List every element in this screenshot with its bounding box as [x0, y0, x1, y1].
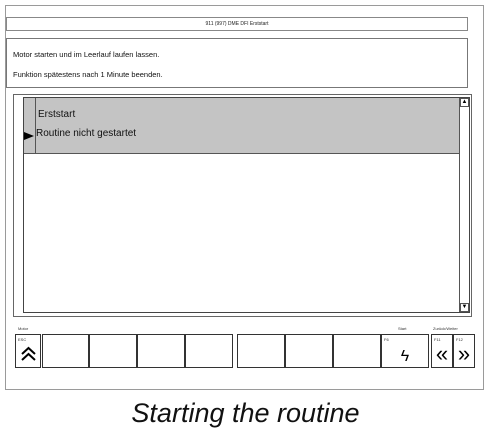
list-area [24, 98, 459, 312]
double-chevron-up-icon [21, 346, 36, 362]
instruction-panel [6, 38, 468, 88]
double-chevron-left-icon: « [435, 341, 449, 366]
lightning-start-icon: ϟ [400, 348, 410, 365]
back-button-key: F11 [434, 337, 441, 342]
function-key-5[interactable] [237, 334, 285, 368]
list-item-status[interactable]: Routine nicht gestartet [36, 128, 137, 139]
group-label-motor: Motor [18, 326, 29, 331]
group-label-start: Start [398, 326, 407, 331]
scroll-up-arrow-icon[interactable]: ▲ [461, 99, 468, 105]
list-panel [13, 94, 472, 317]
next-button-key: F12 [456, 337, 463, 342]
scroll-down-arrow-icon[interactable]: ▼ [461, 304, 468, 310]
back-button[interactable] [431, 334, 453, 368]
up-button[interactable] [15, 334, 41, 368]
selected-list-block[interactable] [24, 98, 459, 154]
start-button-key: F6 [384, 337, 389, 342]
group-label-nav: Zurück/Weiter [433, 326, 458, 331]
window-title: 911 (997) DME DFI Erststart [6, 17, 468, 31]
function-key-7[interactable] [333, 334, 381, 368]
function-key-3[interactable] [137, 334, 185, 368]
list-box [23, 97, 470, 313]
function-key-1[interactable] [42, 334, 89, 368]
double-chevron-right-icon: » [457, 341, 471, 366]
instruction-line-2: Funktion spätestens nach 1 Minute beenden. [13, 70, 163, 79]
selection-pointer-icon [24, 132, 34, 140]
function-key-6[interactable] [285, 334, 333, 368]
figure-caption: Starting the routine [131, 398, 360, 428]
instruction-line-1: Motor starten und im Leerlauf laufen lassen. [13, 50, 160, 59]
list-item-erststart[interactable]: Erststart [38, 109, 76, 120]
list-scrollbar[interactable] [459, 98, 469, 312]
function-key-4[interactable] [185, 334, 233, 368]
start-button[interactable] [381, 334, 429, 368]
up-button-key: ESC [18, 337, 27, 342]
function-key-bar [5, 322, 484, 390]
next-button[interactable] [453, 334, 475, 368]
function-key-2[interactable] [89, 334, 137, 368]
marker-column [24, 98, 36, 153]
